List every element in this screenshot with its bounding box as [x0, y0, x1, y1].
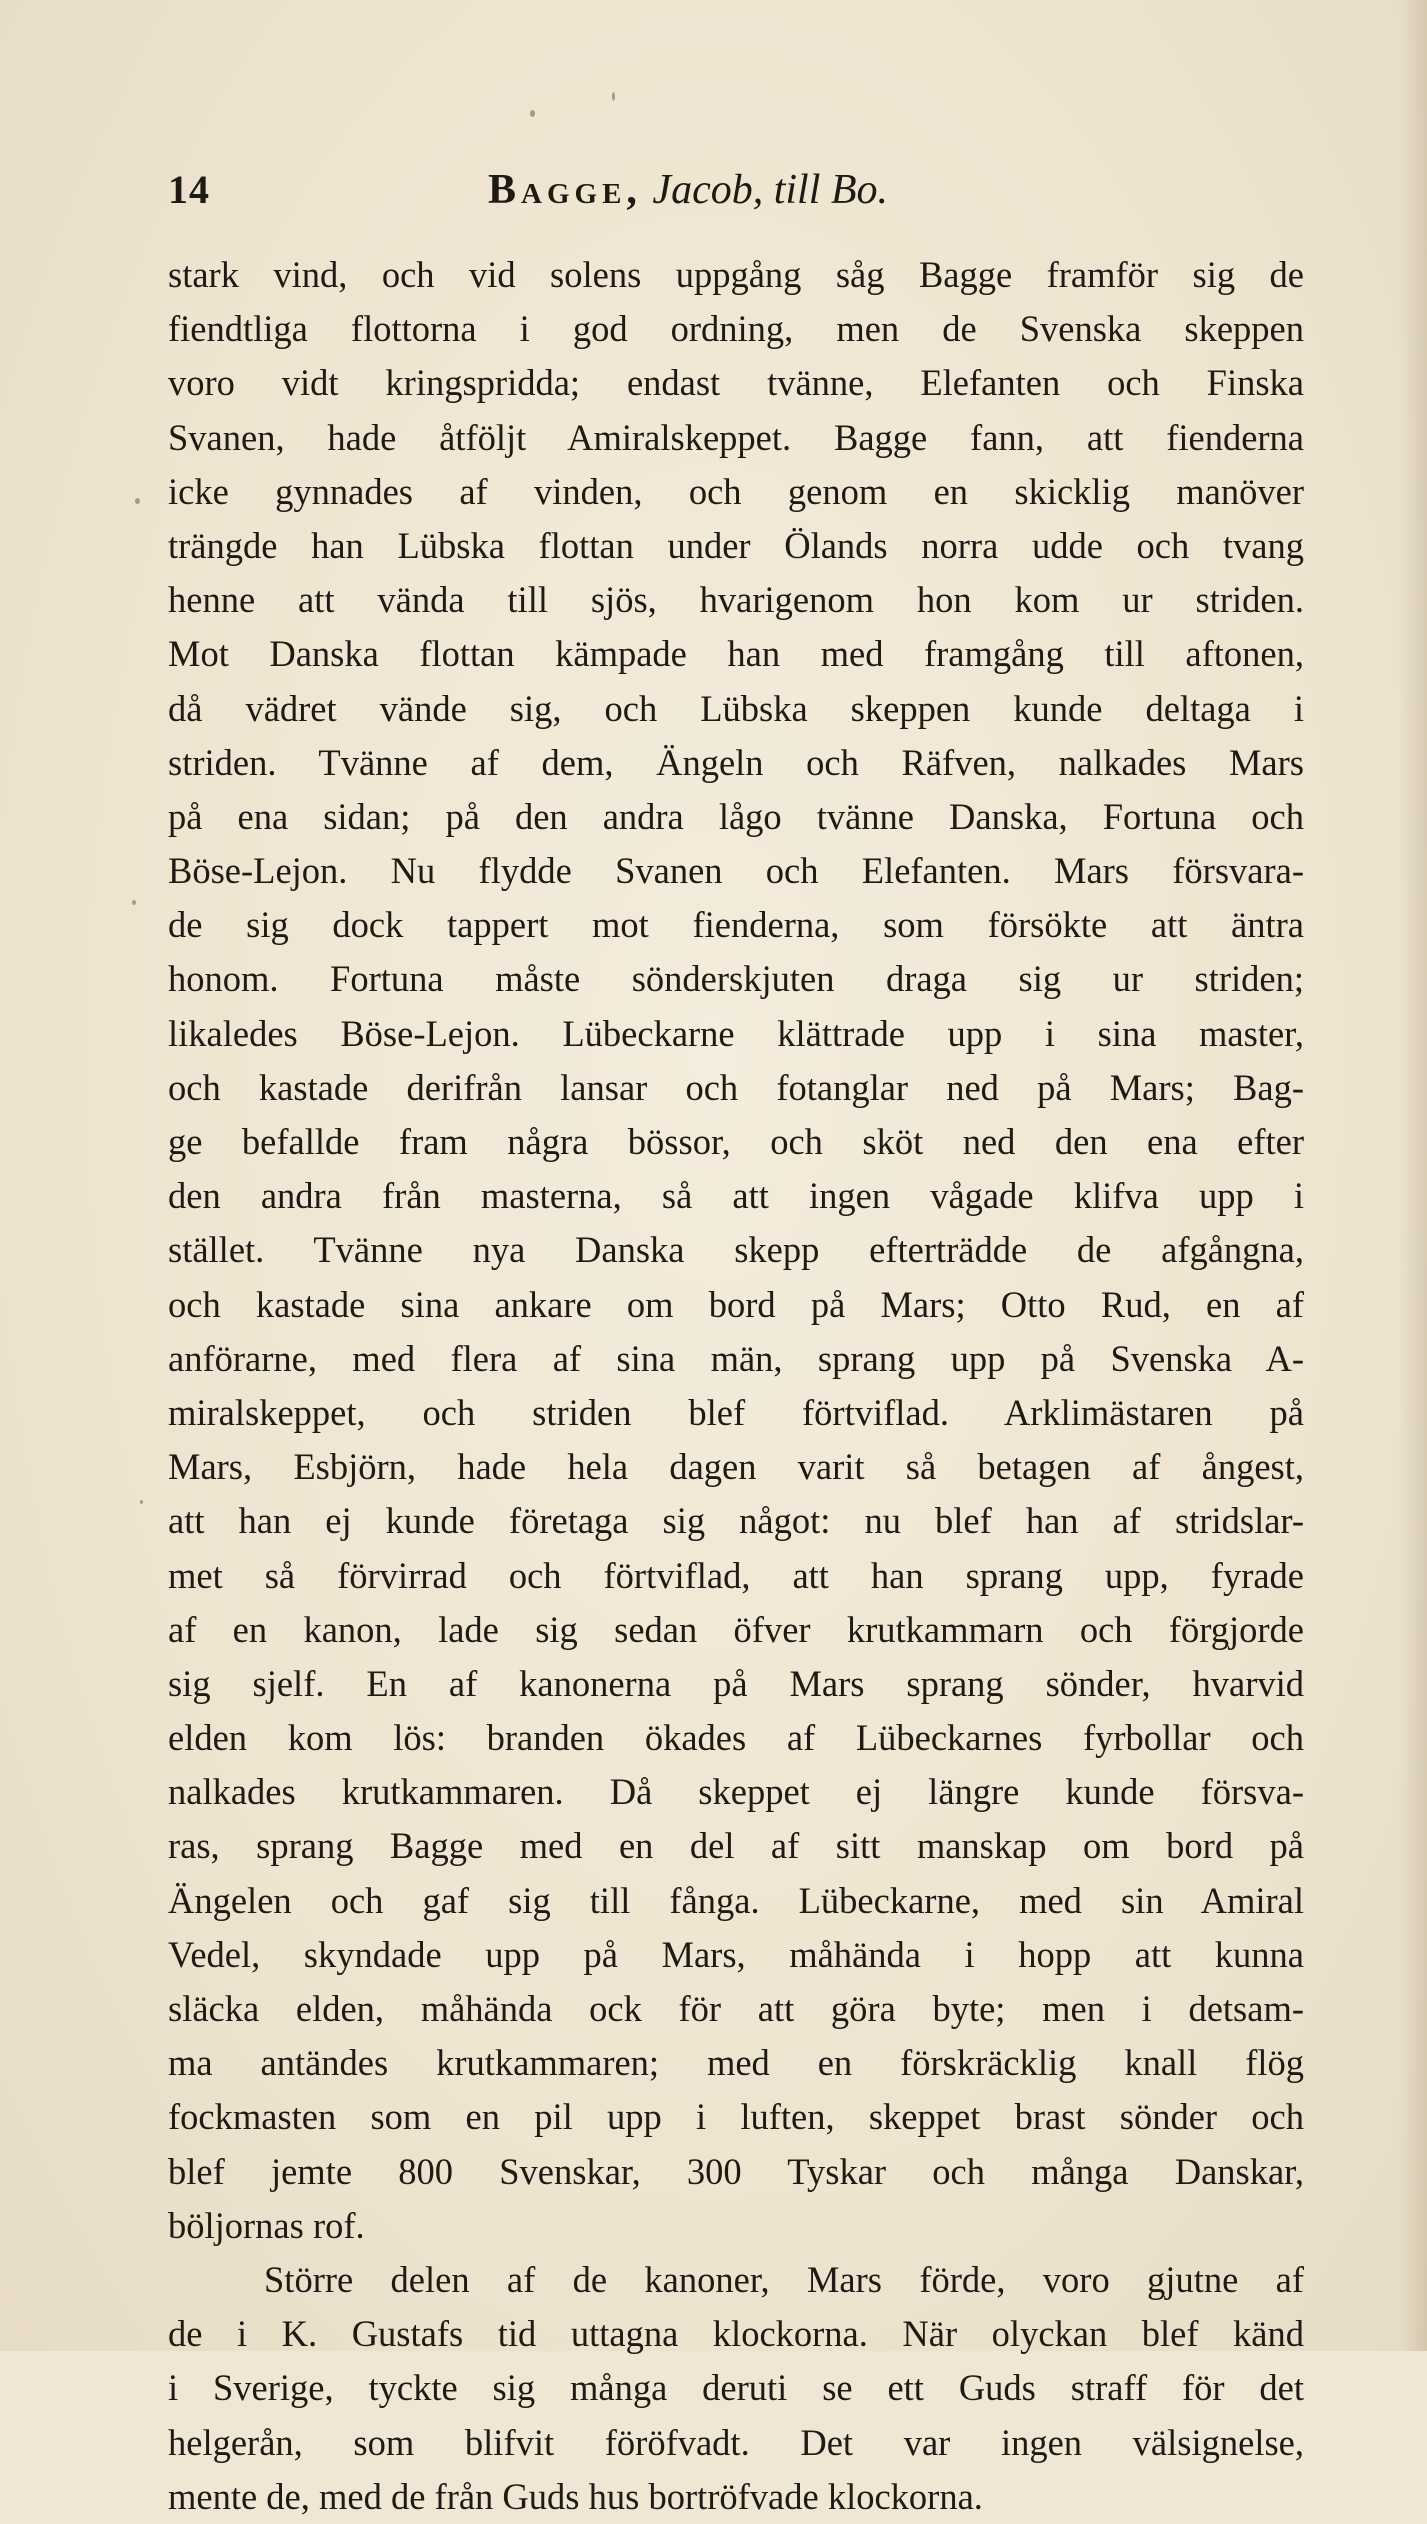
text-line: blef jemte 800 Svenskar, 300 Tyskar och många Danskar, [168, 2150, 1304, 2192]
text-line: Mot Danska flottan kämpade han med framgång till aftonen, [168, 633, 1304, 675]
text-line: de sig dock tappert mot fienderna, som försökte att äntra [168, 904, 1304, 946]
text-line: nalkades krutkammaren. Då skeppet ej längre kunde försva- [168, 1771, 1304, 1813]
page-number: 14 [168, 167, 210, 212]
page-header [168, 160, 1328, 220]
paper-speck [135, 498, 140, 504]
text-line: att han ej kunde företaga sig något: nu blef han af stridslar- [168, 1500, 1304, 1542]
page-edge-shadow [1399, 0, 1427, 2351]
text-line: sig sjelf. En af kanonerna på Mars sprang sönder, hvarvid [168, 1662, 1304, 1704]
text-line: met så förvirrad och förtviflad, att han sprang upp, fyrade [168, 1554, 1304, 1596]
text-line: fiendtliga flottorna i god ordning, men de Svenska skeppen [168, 308, 1304, 350]
running-head [488, 166, 888, 214]
text-line: henne att vända till sjös, hvarigenom hon kom ur striden. [168, 579, 1304, 621]
text-line: Ängelen och gaf sig till fånga. Lübeckarne, med sin Amiral [168, 1879, 1304, 1921]
text-line: och kastade sina ankare om bord på Mars; Otto Rud, en af [168, 1283, 1304, 1325]
paper-speck [530, 110, 535, 117]
paragraph-start-line: Större delen af de kanoner, Mars förde, voro gjutne af [264, 2258, 1304, 2300]
text-line: icke gynnades af vinden, och genom en skicklig manöver [168, 470, 1304, 512]
text-line: stark vind, och vid solens uppgång såg Bagge framför sig de [168, 254, 1304, 295]
text-line: släcka elden, måhända ock för att göra byte; men i detsam- [168, 1988, 1304, 2029]
body-text [168, 248, 1304, 2524]
text-line: trängde han Lübska flottan under Ölands norra udde och tvang [168, 524, 1304, 566]
text-line: och kastade derifrån lansar och fotanglar ned på Mars; Bag- [168, 1066, 1304, 1108]
running-head-given-name: Jacob, [652, 167, 764, 213]
text-line: Vedel, skyndade upp på Mars, måhända i hopp att kunna [168, 1933, 1304, 1975]
text-line: på ena sidan; på den andra lågo tvänne Danska, Fortuna och [168, 795, 1304, 837]
text-line: de i K. Gustafs tid uttagna klockorna. När olyckan blef känd [168, 2313, 1304, 2355]
text-line: den andra från masterna, så att ingen vågade klifva upp i [168, 1175, 1304, 1217]
paper-speck [612, 92, 615, 101]
text-line: fockmasten som en pil upp i luften, skeppet brast sönder och [168, 2096, 1304, 2138]
text-line: anförarne, med flera af sina män, sprang upp på Svenska A- [168, 1337, 1304, 1379]
text-line: stället. Tvänne nya Danska skepp efterträdde de afgångna, [168, 1229, 1304, 1271]
text-line: mente de, med de från Guds hus bortröfvade klockorna. [168, 2475, 983, 2517]
text-line: böljornas rof. [168, 2204, 365, 2246]
text-line: voro vidt kringspridda; endast tvänne, Elefanten och Finska [168, 362, 1304, 404]
text-line: då vädret vände sig, och Lübska skeppen kunde deltaga i [168, 687, 1304, 729]
text-line: af en kanon, lade sig sedan öfver krutkammarn och förgjorde [168, 1608, 1304, 1650]
paper-speck [132, 900, 136, 905]
text-line: ge befallde fram några bössor, och sköt ned den ena efter [168, 1121, 1304, 1162]
text-line: elden kom lös: branden ökades af Lübeckarnes fyrbollar och [168, 1717, 1304, 1759]
text-line: ma antändes krutkammaren; med en förskräcklig knall flög [168, 2042, 1304, 2084]
running-head-estate: till Bo. [773, 167, 889, 213]
paper-speck [140, 1500, 143, 1504]
running-head-surname: Bagge, [488, 167, 642, 213]
text-line: striden. Tvänne af dem, Ängeln och Räfven, nalkades Mars [168, 741, 1304, 783]
text-line: i Sverige, tyckte sig många deruti se ett Guds straff för det [168, 2367, 1304, 2409]
text-line: helgerån, som blifvit föröfvadt. Det var ingen välsignelse, [168, 2421, 1304, 2463]
text-line: Svanen, hade åtföljt Amiralskeppet. Bagge fann, att fienderna [168, 416, 1304, 458]
text-line: honom. Fortuna måste sönderskjuten draga sig ur striden; [168, 958, 1304, 1000]
text-line: ras, sprang Bagge med en del af sitt manskap om bord på [168, 1825, 1304, 1867]
text-line: likaledes Böse-Lejon. Lübeckarne klättrade upp i sina master, [168, 1012, 1304, 1054]
text-line: Böse-Lejon. Nu flydde Svanen och Elefanten. Mars försvara- [168, 850, 1304, 892]
text-line: Mars, Esbjörn, hade hela dagen varit så betagen af ångest, [168, 1446, 1304, 1488]
text-line: miralskeppet, och striden blef förtviflad. Arklimästaren på [168, 1391, 1304, 1433]
